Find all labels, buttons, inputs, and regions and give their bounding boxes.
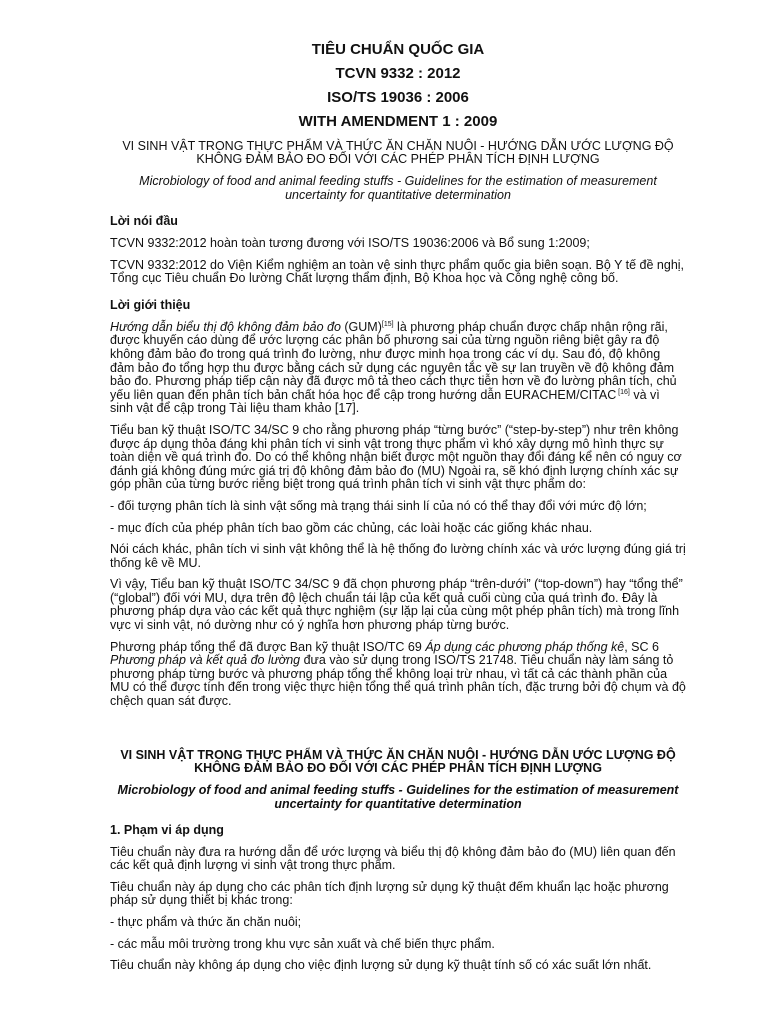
intro-p7-part-b: , SC 6 [624, 639, 659, 654]
reference-15: [15] [381, 320, 394, 328]
intro-p7-part-c: đưa vào sử dụng trong ISO/TS 21748. Tiêu chuẩn này làm sáng tỏ phương pháp từng bước và phương pháp tổng thể không loại trừ nhau, vì tất cả các thành phần của MU có thể được tính đến trong việc thực hiện tổng thể quá trình phân tích, đặc trưng bởi độ chụm và độ chệch quan sát được. [110, 653, 686, 709]
reference-16: [16] [616, 388, 630, 396]
intro-p1-part-a: (GUM) [340, 319, 382, 334]
title-vietnamese: VI SINH VẬT TRONG THỰC PHẨM VÀ THỨC ĂN CHĂN NUÔI - HƯỚNG DẪN ƯỚC LƯỢNG ĐỘ KHÔNG ĐẢM BẢO ĐO ĐỐI VỚI CÁC PHÉP PHÂN TÍCH ĐỊNH LƯỢNG [122, 139, 674, 166]
scope-heading: 1. Phạm vi áp dụng [110, 822, 224, 837]
section-spacer [110, 717, 686, 743]
foreword-paragraph-2: TCVN 9332:2012 do Viện Kiểm nghiệm an toàn vệ sinh thực phẩm quốc gia biên soạn. Bộ Y tế đề nghị, Tổng cục Tiêu chuẩn Đo lường Chất lượng thẩm định, Bộ Khoa học và Công nghệ công bố. [110, 257, 685, 286]
intro-p1-part-c: và vì sinh vật để cập trong Tài liệu tham khảo [17]. [110, 387, 660, 416]
scope-bullet-1: - thực phẩm và thức ăn chăn nuôi; [110, 915, 302, 929]
scope-paragraph-2: Tiêu chuẩn này áp dụng cho các phân tích định lượng sử dụng kỹ thuật đếm khuẩn lạc hoặc phương pháp sử dụng thiết bị khác trong: [110, 879, 669, 908]
header-amendment: WITH AMENDMENT 1 : 2009 [298, 113, 498, 130]
header-national-standard: TIÊU CHUẨN QUỐC GIA [311, 41, 485, 58]
intro-p7-italic-2: Phương pháp và kết quả đo lường [110, 653, 301, 668]
intro-p7-part-a: Phương pháp tổng thể đã được Ban kỹ thuật ISO/TC 69 [110, 639, 426, 654]
intro-paragraph-4: Vì vậy, Tiểu ban kỹ thuật ISO/TC 34/SC 9 đã chọn phương pháp “trên-dưới” (“top-down”) hay “tổng thể” (“global”) đối với MU, dựa trên độ lệch chuẩn tái lập của kết quả cuối cùng của quá trình đo. Đây là phương pháp dựa vào các kết quả thực nghiệm (sự lặp lại của cùng một phép phân tích) mà trong lĩnh vực vi sinh vật, nó dường như có ý nghĩa hơn phương pháp từng bước. [110, 577, 683, 633]
title-english: Microbiology of food and animal feeding stuffs - Guidelines for the estimation of measurement uncertainty for quantitative determination [139, 174, 657, 202]
intro-bullet-1: - đối tượng phân tích là sinh vật sống mà trạng thái sinh lí của nó có thể thay đổi với mức độ lớn; [110, 498, 647, 513]
scope-bullet-2: - các mẫu môi trường trong khu vực sản xuất và chế biến thực phẩm. [110, 936, 495, 951]
intro-paragraph-3: Nói cách khác, phân tích vi sinh vật không thể là hệ thống đo lường chính xác và ước lượng đúng giá trị thống kê về MU. [110, 542, 686, 570]
section-title-vietnamese: VI SINH VẬT TRONG THỰC PHẨM VÀ THỨC ĂN CHĂN NUÔI - HƯỚNG DẪN ƯỚC LƯỢNG ĐỘ KHÔNG ĐẢM BẢO ĐO ĐỐI VỚI CÁC PHÉP PHÂN TÍCH ĐỊNH LƯỢNG [120, 747, 676, 775]
intro-p1-part-b: là phương pháp chuẩn được chấp nhận rộng rãi, được khuyến cáo dùng để ước lượng các phân bố phương sai của từng nguồn riêng biệt gây ra độ không đảm bảo đo trong quá trình đo lường, như được minh họa trong các ví dụ. Sau đó, độ không đảm bảo đo tổng hợp thu được bằng cách sử dụng các nguyên tắc về sự lan truyền về độ không đảm bảo đo. Phương pháp tiếp cận này đã được mô tả theo cách thực tiễn hơn về đo lường phân tích, chủ yếu liên quan đến phân tích bản chất hóa học để cập trong hướng dẫn EURACHEM/CITAC [110, 319, 677, 402]
intro-paragraph-5 [110, 641, 686, 709]
intro-p7-italic-1: Áp dụng các phương pháp thống kê [425, 639, 625, 654]
intro-paragraph-2: Tiểu ban kỹ thuật ISO/TC 34/SC 9 cho rằng phương pháp “từng bước” (“step-by-step”) như trên không được áp dụng thỏa đáng khi phân tích vi sinh vật trong thực phẩm vì khó xây dựng mô hình thực sự toàn diện về quá trình đo. Do có thể không nhận biết được một nguồn thay đổi đáng kể nên có nguy cơ đánh giá không đúng mức giá trị độ không đảm bảo đo (MU) Ngoài ra, sẽ khó định lượng chính xác sự góp phần của từng bước riêng biệt trong quá trình phân tích vi sinh vật thực phẩm do: [110, 422, 682, 492]
intro-bullet-2: - mục đích của phép phân tích bao gồm các chủng, các loài hoặc các giống khác nhau. [110, 520, 593, 535]
foreword-paragraph-1: TCVN 9332:2012 hoàn toàn tương đương với ISO/TS 19036:2006 và Bổ sung 1:2009; [110, 236, 590, 250]
introduction-heading: Lời giới thiệu [110, 297, 191, 312]
intro-paragraph-1 [110, 321, 686, 416]
scope-paragraph-3: Tiêu chuẩn này không áp dụng cho việc định lượng sử dụng kỹ thuật tính số có xác suất lớn nhất. [110, 958, 652, 973]
foreword-heading: Lời nói đầu [110, 214, 178, 228]
header-iso-number: ISO/TS 19036 : 2006 [327, 89, 469, 106]
section-title-english: Microbiology of food and animal feeding stuffs - Guidelines for the estimation of measurement uncertainty for quantitative determination [117, 782, 679, 811]
header-tcvn-number: TCVN 9332 : 2012 [335, 65, 461, 82]
standard-header [110, 38, 686, 134]
scope-paragraph-1: Tiêu chuẩn này đưa ra hướng dẫn để ước lượng và biểu thị độ không đảm bảo đo (MU) liên quan đến các kết quả định lượng vi sinh vật trong thực phẩm. [110, 844, 676, 873]
gum-title-italic: Hướng dẫn biểu thị độ không đảm bảo đo [110, 319, 341, 334]
